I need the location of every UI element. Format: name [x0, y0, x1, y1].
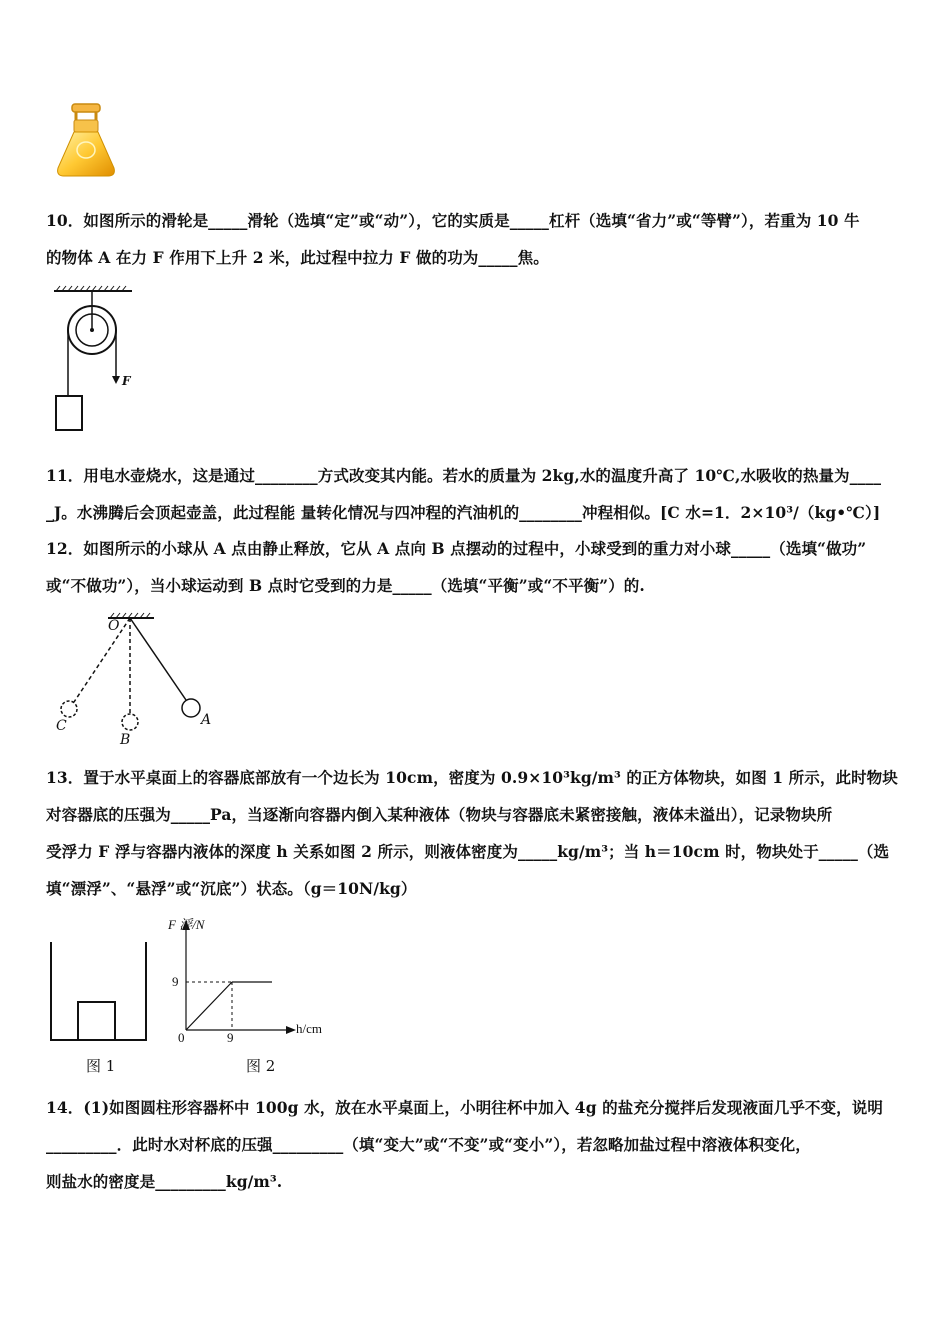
q11-line-2: _J。水沸腾后会顶起壶盖，此过程能 量转化情况与四冲程的汽油机的________冲程相似。[C 水=1．2×10³/（kg•℃）]	[46, 503, 881, 522]
q12-line-1: 12．如图所示的小球从 A 点由静止释放，它从 A 点向 B 点摆动的过程中，小球受到的重力对小球_____（选填“做功”	[46, 539, 867, 558]
flask-image	[50, 102, 122, 180]
q13-line-4: 填“漂浮”、“悬浮”或“沉底”）状态。（g＝10N/kg）	[46, 879, 417, 898]
q14-line-2: _________．此时水对杯底的压强_________（填“变大”或“不变”或“变小”），若忽略加盐过程中溶液体积变化，	[46, 1135, 811, 1154]
q13-line-2: 对容器底的压强为_____Pa，当逐渐向容器内倒入某种液体（物块与容器底未紧密接触，液体未溢出），记录物块所	[46, 805, 833, 824]
graph-xtick: 9	[227, 1030, 234, 1045]
buoyancy-graph	[160, 910, 340, 1075]
q12-line-2: 或“不做功”），当小球运动到 B 点时它受到的力是_____（选填“平衡”或“不平衡”）的.	[46, 576, 645, 595]
graph-ytick: 9	[172, 974, 179, 989]
graph-origin: 0	[178, 1030, 185, 1045]
pulley-label-f: F	[122, 374, 131, 388]
fig2-caption: 图 2	[246, 1057, 276, 1075]
q13-line-1: 13．置于水平桌面上的容器底部放有一个边长为 10cm，密度为 0.9×10³kg/m³ 的正方体物块，如图 1 所示，此时物块	[46, 768, 898, 787]
q11-line-1: 11．用电水壶烧水，这是通过________方式改变其内能。若水的质量为 2kg,水的温度升高了 10℃,水吸收的热量为____	[46, 466, 882, 485]
q10-line-2: 的物体 A 在力 F 作用下上升 2 米，此过程中拉力 F 做的功为_____焦。	[46, 248, 549, 267]
pendulum-label-b: B	[120, 732, 131, 748]
q10-line-1: 10．如图所示的滑轮是_____滑轮（选填“定”或“动”），它的实质是_____杠杆（选填“省力”或“等臂”），若重为 10 牛	[46, 211, 860, 230]
container-figure	[48, 940, 158, 1075]
pendulum-figure	[46, 612, 226, 752]
q13-line-3: 受浮力 F 浮与容器内液体的深度 h 关系如图 2 所示，则液体密度为_____kg/m³；当 h＝10cm 时，物块处于_____（选	[46, 842, 890, 861]
fig1-caption: 图 1	[86, 1057, 116, 1075]
pendulum-label-c: C	[56, 718, 67, 734]
graph-ylabel: F 浮/N	[168, 917, 205, 932]
q14-line-1: 14．(1)如图圆柱形容器杯中 100g 水，放在水平桌面上，小明往杯中加入 4g 的盐充分搅拌后发现液面几乎不变，说明	[46, 1098, 883, 1117]
q14-line-3: 则盐水的密度是_________kg/m³.	[46, 1172, 283, 1191]
pulley-figure	[52, 284, 142, 434]
pendulum-label-o: O	[108, 618, 120, 634]
pendulum-label-a: A	[201, 712, 212, 728]
graph-xlabel: h/cm	[296, 1021, 322, 1036]
